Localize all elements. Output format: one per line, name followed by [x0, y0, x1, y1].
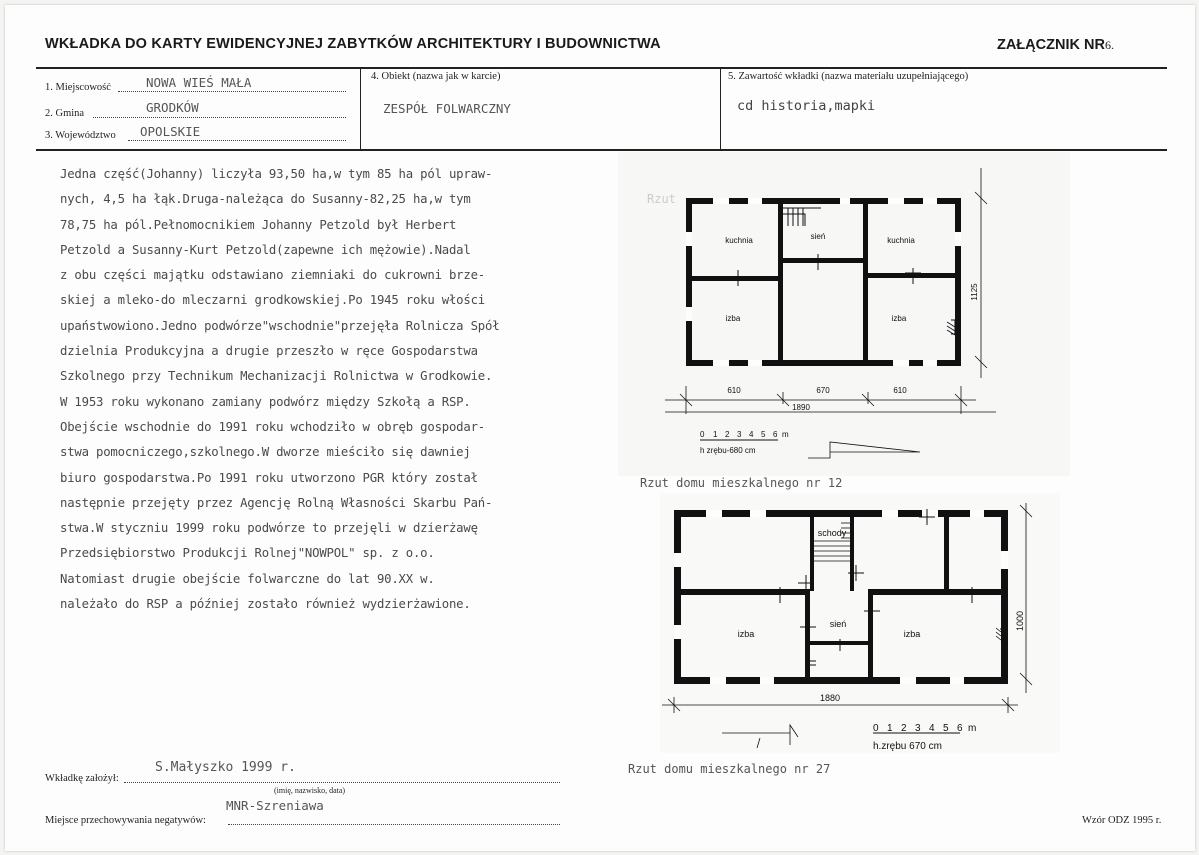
text-line: dzielnia Produkcyjna a drugie przeszło w ręce Gospodarstwa	[60, 344, 478, 359]
plan-1-sink	[947, 322, 955, 335]
plan-1-scale-3: 3	[737, 430, 742, 439]
text-line: nych, 4,5 ha łąk.Druga-należąca do Susanny-82,25 ha,w tym	[60, 192, 471, 207]
voivodeship-value: OPOLSKIE	[140, 124, 201, 139]
field-divider-1	[360, 69, 361, 149]
plan-1-scale-5: 5	[761, 430, 766, 439]
plan-2-room-right: izba	[903, 629, 921, 639]
plan-2-scale-5: 5	[943, 723, 949, 734]
text-line: Petzold a Susanny-Kurt Petzold(zapewne ich mężowie).Nadal	[60, 242, 471, 257]
plan-2-vent	[996, 628, 1001, 640]
author-hint: (imię, nazwisko, data)	[274, 786, 346, 795]
plan-1-scale-0: 0	[700, 430, 705, 439]
commune-value: GRODKÓW	[146, 100, 199, 115]
plan-2-scale-1: 1	[887, 723, 893, 734]
text-line: stwa pomocniczego,szkolnego.W dworze mieściło się dawniej	[60, 445, 471, 460]
author-dots	[124, 782, 560, 783]
plan-1-kitchen-left: kuchnia	[725, 236, 753, 245]
plan-1-hall: sień	[810, 232, 826, 241]
plan-1-section-mark	[808, 442, 920, 458]
voivodeship-label: 3. Województwo	[45, 130, 116, 141]
plan-1-windows	[686, 198, 961, 366]
content-label: 5. Zawartość wkładki (nazwa materiału uzupełniającego)	[728, 71, 969, 82]
plan-1-doors	[730, 208, 955, 334]
plan-1-dim-labels	[727, 283, 979, 412]
plan-1-room-right: izba	[891, 314, 907, 323]
plan-2-caption: Rzut domu mieszkalnego nr 27	[628, 762, 831, 776]
plan-1-dimensions	[665, 168, 996, 414]
plan-2-scale-0: 0	[873, 723, 879, 734]
plan-2-scale-unit: m	[968, 723, 977, 734]
field-rule	[36, 149, 1167, 151]
dim-total-2: 1880	[819, 693, 841, 703]
object-label: 4. Obiekt (nazwa jak w karcie)	[371, 71, 501, 82]
dim-left: 610	[727, 386, 741, 395]
text-line: należało do RSP a później zostało również wydzierżawione.	[60, 597, 471, 612]
dim-right: 610	[893, 386, 907, 395]
plan-1-scale-2: 2	[725, 430, 730, 439]
voivodeship-dots	[128, 140, 346, 141]
plan-1-caption: Rzut domu mieszkalnego nr 12	[640, 476, 843, 490]
author-value: S.Małyszko 1999 r.	[155, 760, 296, 775]
text-line: 78,75 ha pól.Pełnomocnikiem Johanny Petzold był Herbert	[60, 217, 457, 232]
locality-value: NOWA WIEŚ MAŁA	[146, 75, 252, 90]
floor-plan-2	[660, 493, 1060, 753]
document-title: WKŁADKA DO KARTY EWIDENCYJNEJ ZABYTKÓW ARCHITEKTURY I BUDOWNICTWA	[45, 36, 661, 52]
annex-label	[997, 37, 1114, 53]
plan-2-scale-4: 4	[929, 723, 935, 734]
field-divider-2	[720, 69, 721, 149]
plan-2-scale-2: 2	[901, 723, 907, 734]
locality-dots	[118, 91, 346, 92]
plan-1-walls	[686, 198, 961, 366]
text-line: Szkolnego przy Technikum Mechanizacji Rolnictwa w Grodkowie.	[60, 369, 493, 384]
text-line: z obu części majątku odstawiano ziemniaki do cukrowni brze-	[60, 268, 485, 283]
form-note: Wzór ODZ 1995 r.	[1082, 815, 1162, 826]
author-label: Wkładkę założył:	[45, 773, 119, 784]
plan-2-scale-3: 3	[915, 723, 921, 734]
dim-middle: 670	[816, 386, 830, 395]
plan-2-stairs-label: schody	[817, 528, 847, 538]
locality-label: 1. Miejscowość	[45, 82, 111, 93]
plan-1-scale-1: 1	[713, 430, 718, 439]
text-line: Obejście wschodnie do 1991 roku wchodziło w obręb gospodar-	[60, 419, 485, 434]
plan-1-ridge: h zrębu-680 cm	[700, 446, 756, 455]
plan-2-scale-6: 6	[957, 723, 963, 734]
body-text	[60, 162, 499, 617]
storage-dots	[228, 824, 560, 825]
dim-total: 1890	[792, 403, 810, 412]
plan-1-scale-4: 4	[749, 430, 754, 439]
dim-height-2: 1000	[1015, 610, 1025, 632]
plan-2-room-labels	[738, 528, 921, 639]
floor-plan-1	[618, 152, 1070, 476]
dim-height: 1125	[970, 283, 979, 301]
plan-2-ridge: h.zrębu 670 cm	[873, 741, 942, 752]
plan-1-room-left: izba	[725, 314, 741, 323]
plan-2-section-mark	[722, 725, 798, 748]
plan-1-faded-text: Rzut	[647, 192, 676, 206]
storage-label: Miejsce przechowywania negatywów:	[45, 815, 206, 826]
text-line: W 1953 roku wykonano zamiany podwórz między Szkołą a RSP.	[60, 394, 471, 409]
storage-value: MNR-Szreniawa	[226, 798, 324, 813]
plan-2-hall: sień	[829, 619, 847, 629]
annex-text: ZAŁĄCZNIK NR	[997, 37, 1105, 53]
plan-1-scale-6: 6	[773, 430, 778, 439]
text-line: stwa.W styczniu 1999 roku podwórze to przejęli w dzierżawę	[60, 521, 478, 536]
object-value: ZESPÓŁ FOLWARCZNY	[383, 101, 511, 116]
content-value: cd historia,mapki	[737, 98, 876, 114]
commune-dots	[93, 117, 346, 118]
plan-2-scale	[722, 723, 976, 752]
plan-2-room-left: izba	[737, 629, 755, 639]
text-line: upaństwowiono.Jedno podwórze"wschodnie"przejęła Rolnicza Spół	[60, 318, 500, 333]
plan-2-dim-labels	[820, 611, 1025, 703]
text-line: Przedsiębiorstwo Produkcji Rolnej"NOWPOL" sp. z o.o.	[60, 546, 435, 561]
text-line: następnie przejęty przez Agencję Rolną Własności Skarbu Pań-	[60, 495, 493, 510]
text-line: Natomiast drugie obejście folwarczne do lat 90.XX w.	[60, 571, 435, 586]
text-line: biuro gospodarstwa.Po 1991 roku utworzono PGR który został	[60, 470, 478, 485]
plan-1-kitchen-right: kuchnia	[887, 236, 915, 245]
plan-1-scale	[700, 430, 920, 458]
text-line: skiej a mleko-do mleczarni grodkowskiej.Po 1945 roku włości	[60, 293, 485, 308]
annex-number: 6.	[1104, 38, 1114, 52]
top-rule	[36, 67, 1167, 69]
commune-label: 2. Gmina	[45, 108, 85, 119]
plan-1-scale-unit: m	[782, 430, 789, 439]
text-line: Jedna część(Johanny) liczyła 93,50 ha,w tym 85 ha pól upraw-	[60, 167, 493, 181]
